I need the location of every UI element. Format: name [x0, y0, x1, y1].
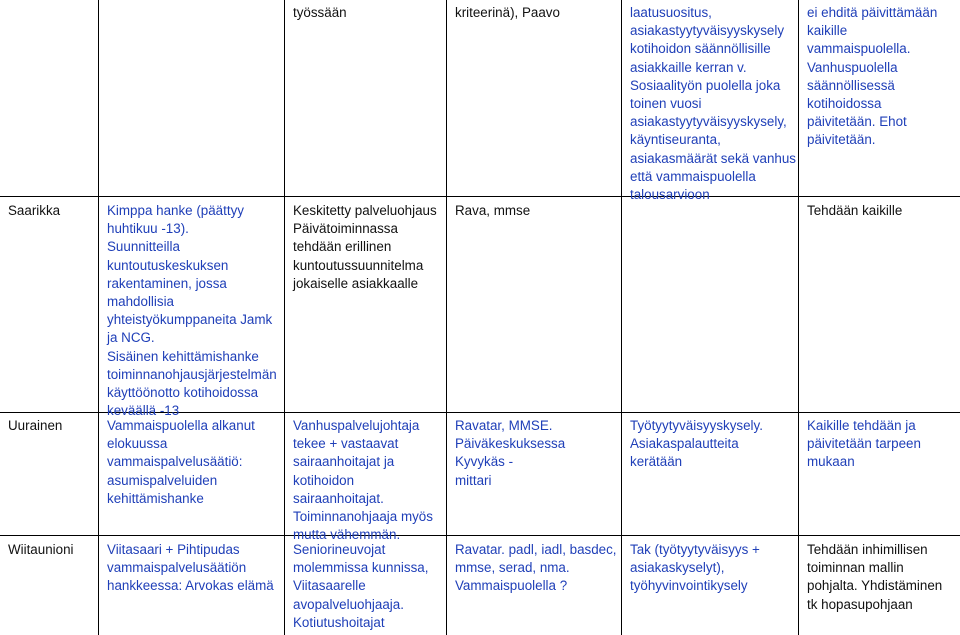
column-divider	[98, 0, 99, 635]
continued-methods-cell: kriteerinä), Paavo	[455, 5, 560, 20]
municipality-cell: Wiitaunioni	[8, 542, 74, 557]
quality-cell: Työtyytyväisyyskysely. Asiakaspalautteita kerätään	[630, 418, 763, 470]
continued-quality-cell: laatusuositus, asiakastyytyväisyyskysely kotihoidon säännöllisille asiakkaille kerran v. Sosiaalityön puolella joka toinen vuosi asiakastyytyväisyyskysely, käyntiseuranta, asiakasmäärät sekä vanhus että vammaispuolella talousarvioon	[630, 5, 796, 203]
projects-cell: Vammaispuolella alkanut elokuussa vammaispalvelusäätiö: asumispalveluiden kehittämishanke	[107, 418, 255, 506]
plan-cell: Kaikille tehdään ja päivitetään tarpeen mukaan	[807, 418, 921, 470]
plan-cell: Tehdään inhimillisen toiminnan mallin pohjalta. Yhdistäminen tk hopasupohjaan	[807, 542, 943, 612]
column-divider	[798, 0, 799, 635]
column-divider	[284, 0, 285, 635]
continued-plan-cell: ei ehditä päivittämään kaikille vammaispuolella. Vanhuspuolella säännöllisessä kotihoidossa päivitetään. Ehot päivitetään.	[807, 5, 938, 148]
row-divider	[0, 196, 960, 197]
quality-cell: Tak (työtyytyväisyys + asiakaskyselyt), työhyvinvointikysely	[630, 542, 760, 594]
column-divider	[621, 0, 622, 635]
actions-cell: Vanhuspalvelujohtaja tekee + vastaavat sairaanhoitajat ja kotihoidon sairaanhoitajat. Toiminnanohjaaja myös mutta vähemmän.	[293, 418, 433, 543]
methods-cell: Ravatar. padl, iadl, basdec, mmse, serad, nma. Vammaispuolella ?	[455, 542, 617, 594]
municipality-cell: Uurainen	[8, 418, 63, 433]
methods-cell: Ravatar, MMSE. Päiväkeskuksessa Kyvykäs - mittari	[455, 418, 566, 488]
methods-cell: Rava, mmse	[455, 203, 531, 218]
projects-cell: Kimppa hanke (päättyy huhtikuu -13). Suunnitteilla kuntoutuskeskuksen rakentaminen, jossa mahdollisia yhteistyökumppaneita Jamk ja NCG. Sisäinen kehittämishanke toiminnanohjausjärjestelmän käyttöönotto kotihoidossa keväällä -13	[107, 203, 277, 419]
municipality-cell: Saarikka	[8, 203, 61, 218]
plan-cell: Tehdään kaikille	[807, 203, 903, 218]
projects-cell: Viitasaari + Pihtipudas vammaispalvelusäätiön hankkeessa: Arvokas elämä	[107, 542, 274, 594]
column-divider	[446, 0, 447, 635]
actions-cell: Keskitetty palveluohjaus Päivätoiminnassa tehdään erillinen kuntoutussuunnitelma jokaiselle asiakkaalle	[293, 203, 437, 291]
actions-cell: Seniorineuvojat molemmissa kunnissa, Viitasaarelle avopalveluohjaaja. Kotiutushoitajat	[293, 542, 429, 630]
row-divider	[0, 535, 960, 536]
continued-actions-cell: työssään	[293, 5, 347, 20]
